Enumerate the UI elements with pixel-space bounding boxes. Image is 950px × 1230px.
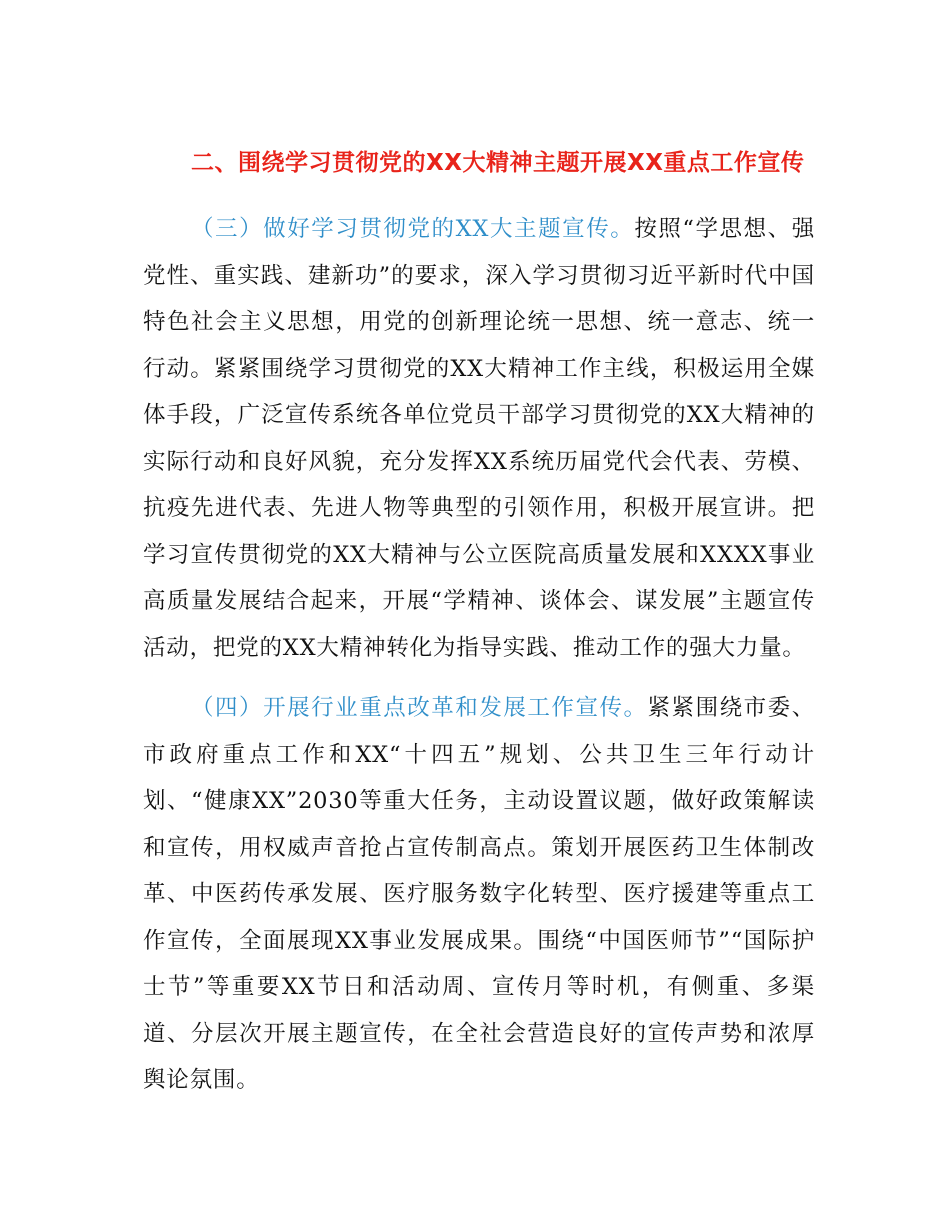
paragraph-4-body: 紧紧围绕市委、市政府重点工作和XX“十四五”规划、公共卫生三年行动计划、“健康XX”2030等重大任务，主动设置议题，做好政策解读和宣传，用权威声音抢占宣传制高点。策划开展医药卫生体制改革、中医药传承发展、医疗服务数字化转型、医疗援建等重点工作宣传，全面展现XX事业发展成果。围绕“中国医师节”“国际护士节”等重要XX节日和活动周、宣传月等时机，有侧重、多渠道、分层次开展主题宣传，在全社会营造良好的宣传声势和浓厚舆论氛围。 — [143, 695, 815, 1093]
paragraph-3-subhead: （三）做好学习贯彻党的XX大主题宣传。 — [191, 216, 635, 242]
paragraph-4-subhead: （四）开展行业重点改革和发展工作宣传。 — [191, 695, 648, 721]
paragraph-3-body: 按照“学思想、强党性、重实践、建新功”的要求，深入学习贯彻习近平新时代中国特色社会主义思想，用党的创新理论统一思想、统一意志、统一行动。紧紧围绕学习贯彻党的XX大精神工作主线，积极运用全媒体手段，广泛宣传系统各单位党员干部学习贯彻党的XX大精神的实际行动和良好风貌，充分发挥XX系统历届党代会代表、劳模、抗疫先进代表、先进人物等典型的引领作用，积极开展宣讲。把学习宣传贯彻党的XX大精神与公立医院高质量发展和XXXX事业高质量发展结合起来，开展“学精神、谈体会、谋发展”主题宣传活动，把党的XX大精神转化为指导实践、推动工作的强大力量。 — [143, 216, 815, 661]
paragraph-3 — [143, 206, 815, 671]
paragraph-4 — [143, 685, 815, 1104]
section-heading: 二、围绕学习贯彻党的XX大精神主题开展XX重点工作宣传 — [191, 150, 805, 176]
